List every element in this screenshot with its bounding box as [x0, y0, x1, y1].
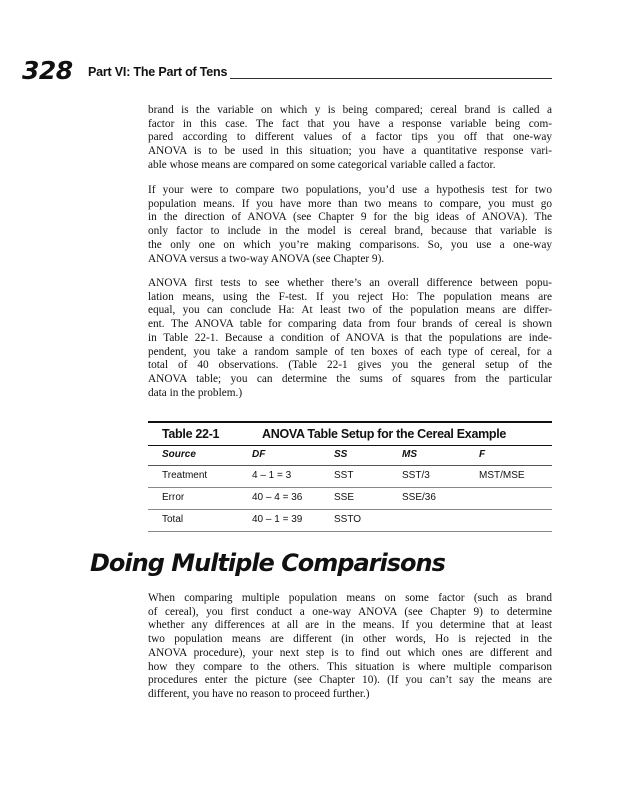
anova-table [148, 421, 552, 532]
text-line: procedures enter the picture (see Chapter 10). (If you can’t say the means are [148, 674, 552, 687]
column-header-f: F [479, 449, 486, 460]
table-row [148, 466, 552, 488]
text-line: factor in this case. The fact that you have a response variable being com- [148, 117, 552, 130]
text-line: When comparing multiple population means on some factor (such as brand [148, 592, 552, 604]
section-heading: Doing Multiple Comparisons [90, 549, 445, 577]
table-header-row [148, 445, 552, 466]
table-row [148, 488, 552, 510]
text-line: ANOVA versus a two-way ANOVA (see Chapter 9). [148, 252, 385, 265]
text-line: population means. If you have more than two means to compare, you must go [148, 197, 552, 210]
text-line: the only one on which you’re making comparisons. So, you use a one-way [148, 238, 552, 251]
table-cell: Error [162, 492, 185, 503]
part-title: Part VI: The Part of Tens [88, 65, 228, 79]
text-line: lation means, using the F-test. If you reject Ho: The population means are [148, 290, 552, 303]
text-line: of cereal), you first conduct a one-way ANOVA (see Chapter 9) to determine [148, 605, 552, 618]
text-line: equal, you can conclude Ha: At least two of the population means are differ- [148, 304, 552, 317]
text-line: data in the problem.) [148, 386, 243, 399]
text-line: in Table 22-1. Because a condition of ANOVA is that the populations are inde- [148, 331, 552, 344]
text-line: ANOVA is to be used in this situation; you have a quantitative response vari- [148, 145, 552, 158]
running-header [22, 56, 552, 86]
paragraph-2 [148, 184, 552, 266]
paragraph-1 [148, 104, 552, 173]
paragraph-4 [148, 592, 552, 702]
text-line: pared according to different values of a factor tips you off that one-way [148, 131, 552, 144]
text-line: different, you have no reason to proceed further.) [148, 687, 370, 700]
text-line: brand is the variable on which y is being compared; cereal brand is called a [148, 104, 552, 116]
column-header-source: Source [162, 449, 196, 460]
text-line: only factor to include in the model is cereal brand, because that variable is [148, 225, 552, 238]
paragraph-3 [148, 277, 552, 400]
table-cell: SSE/36 [402, 492, 436, 503]
table-cell: 40 – 4 = 36 [252, 492, 303, 503]
text-line: ANOVA procedure), your next step is to find out which ones are different and [148, 646, 552, 659]
table-cell: 40 – 1 = 39 [252, 514, 303, 525]
table-cell: 4 – 1 = 3 [252, 470, 292, 481]
text-line: whether any differences at all are in the means. If you determine that at least [148, 619, 552, 632]
table-caption [148, 423, 552, 445]
table-cell: MST/MSE [479, 470, 525, 481]
column-header-ms: MS [402, 449, 417, 460]
table-cell: Total [162, 514, 184, 525]
table-cell: SST/3 [402, 470, 430, 481]
table-row [148, 510, 552, 532]
text-line: ANOVA table; you can determine the sums of squares from the particular [148, 372, 552, 385]
column-header-ss: SS [334, 449, 348, 460]
text-line: ent. The ANOVA table for comparing data from four brands of cereal is shown [148, 318, 552, 331]
text-line: how they compare to the others. This situation is where multiple comparison [148, 660, 552, 673]
page-number: 328 [22, 56, 73, 85]
text-line: total of 40 observations. (Table 22-1 gives you the general setup of the [148, 359, 552, 372]
text-line: ANOVA first tests to see whether there’s an overall difference between popu- [148, 277, 552, 289]
text-line: in the direction of ANOVA (see Chapter 9 for the big ideas of ANOVA). The [148, 211, 552, 224]
table-cell: Treatment [162, 470, 208, 481]
text-line: able whose means are compared on some categorical variable called a factor. [148, 158, 496, 171]
table-cell: SSTO [334, 514, 362, 525]
text-line: If your were to compare two populations, you’d use a hypothesis test for two [148, 184, 552, 196]
table-cell: SSE [334, 492, 355, 503]
column-header-df: DF [252, 449, 266, 460]
text-line: pendent, you take a random sample of ten boxes of each type of cereal, for a [148, 345, 552, 358]
text-line: two population means are different (in other words, Ho is rejected in the [148, 633, 552, 646]
table-cell: SST [334, 470, 354, 481]
table-title: ANOVA Table Setup for the Cereal Example [262, 427, 507, 441]
table-number: Table 22-1 [162, 427, 220, 441]
header-rule [230, 78, 552, 79]
